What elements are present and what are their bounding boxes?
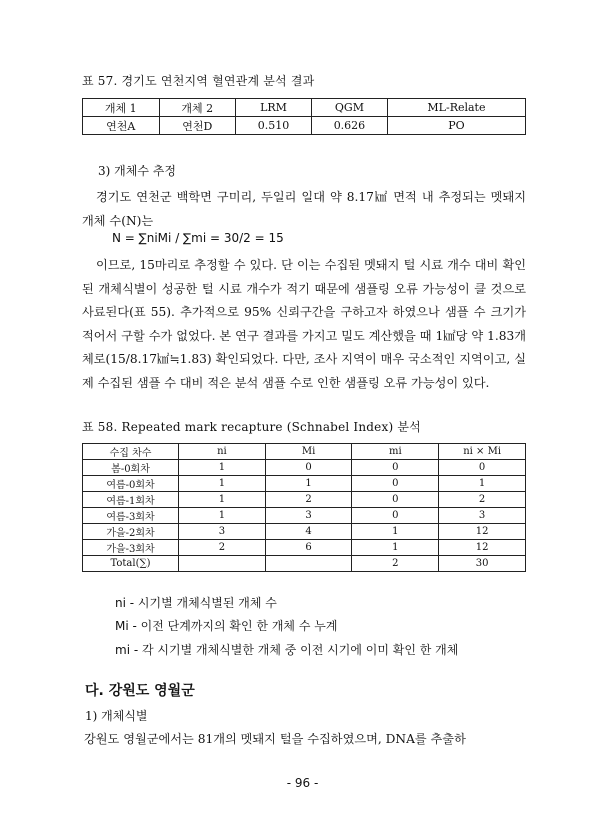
table-cell: 가을-2회차 — [83, 524, 179, 540]
table-cell: 12 — [439, 524, 526, 540]
table-cell: 6 — [265, 540, 352, 556]
table-header-cell: ML-Relate — [387, 99, 525, 117]
table-cell: 1 — [179, 460, 266, 476]
table-cell: 3 — [179, 524, 266, 540]
table-header-cell: ni × Mi — [439, 444, 526, 460]
table-header-cell: Mi — [265, 444, 352, 460]
table-cell: 연천D — [159, 117, 236, 135]
table-header-cell: LRM — [236, 99, 312, 117]
table-row — [83, 492, 526, 508]
table-cell: 0 — [265, 460, 352, 476]
table-cell: 봄-0회차 — [83, 460, 179, 476]
table-cell: 여름-1회차 — [83, 492, 179, 508]
table-total-row — [83, 556, 526, 572]
table-header-cell: 개체 1 — [83, 99, 160, 117]
table-header-cell: mi — [352, 444, 439, 460]
table-cell: 0 — [352, 508, 439, 524]
table-row — [83, 508, 526, 524]
table-row — [83, 460, 526, 476]
paragraph: 이므로, 15마리로 추정할 수 있다. 단 이는 수집된 멧돼지 털 시료 개수 대비 확인된 개체식별이 성공한 털 시료 개수가 적기 때문에 샘플링 오류 가능성이 클 것으로 사료된다(표 55). 추가적으로 95% 신뢰구간을 구하고자 하였으나 샘플 수 크기가 적어서 구할 수가 없었다. 본 연구 결과를 가지고 밀도 계산했을 때 1㎢당 약 1.83개체로(15/8.17㎢≒1.83) 확인되었다. 다만, 조사 지역이 매우 국소적인 지역이고, 실제 수집된 샘플 수 대비 적은 분석 샘플 수로 인한 샘플링 오류 가능성이 있다. — [82, 258, 526, 390]
table-row — [83, 117, 526, 135]
section-heading: 다. 강원도 영월군 — [85, 683, 195, 699]
table-58 — [82, 443, 526, 572]
table-cell: 0 — [352, 460, 439, 476]
table-cell: 0.510 — [236, 117, 312, 135]
table-cell: 연천A — [83, 117, 160, 135]
table-cell: 1 — [179, 476, 266, 492]
table-cell — [265, 556, 352, 572]
table-cell: 1 — [179, 492, 266, 508]
table-cell: 12 — [439, 540, 526, 556]
table-header-cell: 수집 차수 — [83, 444, 179, 460]
subsection-heading: 1) 개체식별 — [85, 709, 148, 723]
page-number: - 96 - — [286, 776, 319, 790]
table-cell: Total(∑) — [83, 556, 179, 572]
table-cell: 1 — [439, 476, 526, 492]
table-57-caption: 표 57. 경기도 연천지역 혈연관계 분석 결과 — [82, 74, 315, 88]
table-header-row — [83, 99, 526, 117]
table-cell: 여름-3회차 — [83, 508, 179, 524]
table-header-cell: QGM — [311, 99, 387, 117]
table-cell: 0 — [439, 460, 526, 476]
table-header-cell: 개체 2 — [159, 99, 236, 117]
subsection-heading: 3) 개체수 추정 — [98, 164, 176, 178]
table-header-row — [83, 444, 526, 460]
table-cell: PO — [387, 117, 525, 135]
table-cell: 3 — [265, 508, 352, 524]
table-cell: 여름-0회차 — [83, 476, 179, 492]
table-cell: 가을-3회차 — [83, 540, 179, 556]
table-cell: 30 — [439, 556, 526, 572]
table-cell: 1 — [352, 540, 439, 556]
table-cell: 3 — [439, 508, 526, 524]
table-cell: 0.626 — [311, 117, 387, 135]
table-cell: 1 — [352, 524, 439, 540]
table-cell: 2 — [265, 492, 352, 508]
table-cell: 2 — [352, 556, 439, 572]
table-58-caption: 표 58. Repeated mark recapture (Schnabel Index) 분석 — [82, 420, 421, 434]
formula: N = ∑niMi / ∑mi = 30/2 = 15 — [112, 231, 284, 245]
table-row — [83, 540, 526, 556]
table-cell: 1 — [179, 508, 266, 524]
table-57 — [82, 98, 526, 135]
table-cell — [179, 556, 266, 572]
legend-ni: ni - 시기별 개체식별된 개체 수 — [115, 596, 277, 610]
paragraph: 강원도 영월군에서는 81개의 멧돼지 털을 수집하였으며, DNA를 추출하 — [84, 732, 466, 746]
table-cell: 1 — [265, 476, 352, 492]
table-cell: 4 — [265, 524, 352, 540]
paragraph: 경기도 연천군 백학면 구미리, 두일리 일대 약 8.17㎢ 면적 내 추정되는 멧돼지 개체 수(N)는 — [82, 190, 526, 228]
table-cell: 0 — [352, 492, 439, 508]
table-cell: 2 — [439, 492, 526, 508]
legend-Mi: Mi - 이전 단계까지의 확인 한 개체 수 누계 — [115, 619, 338, 633]
table-cell: 2 — [179, 540, 266, 556]
table-cell: 0 — [352, 476, 439, 492]
legend-mi: mi - 각 시기별 개체식별한 개체 중 이전 시기에 이미 확인 한 개체 — [115, 643, 459, 657]
table-row — [83, 524, 526, 540]
table-row — [83, 476, 526, 492]
table-header-cell: ni — [179, 444, 266, 460]
